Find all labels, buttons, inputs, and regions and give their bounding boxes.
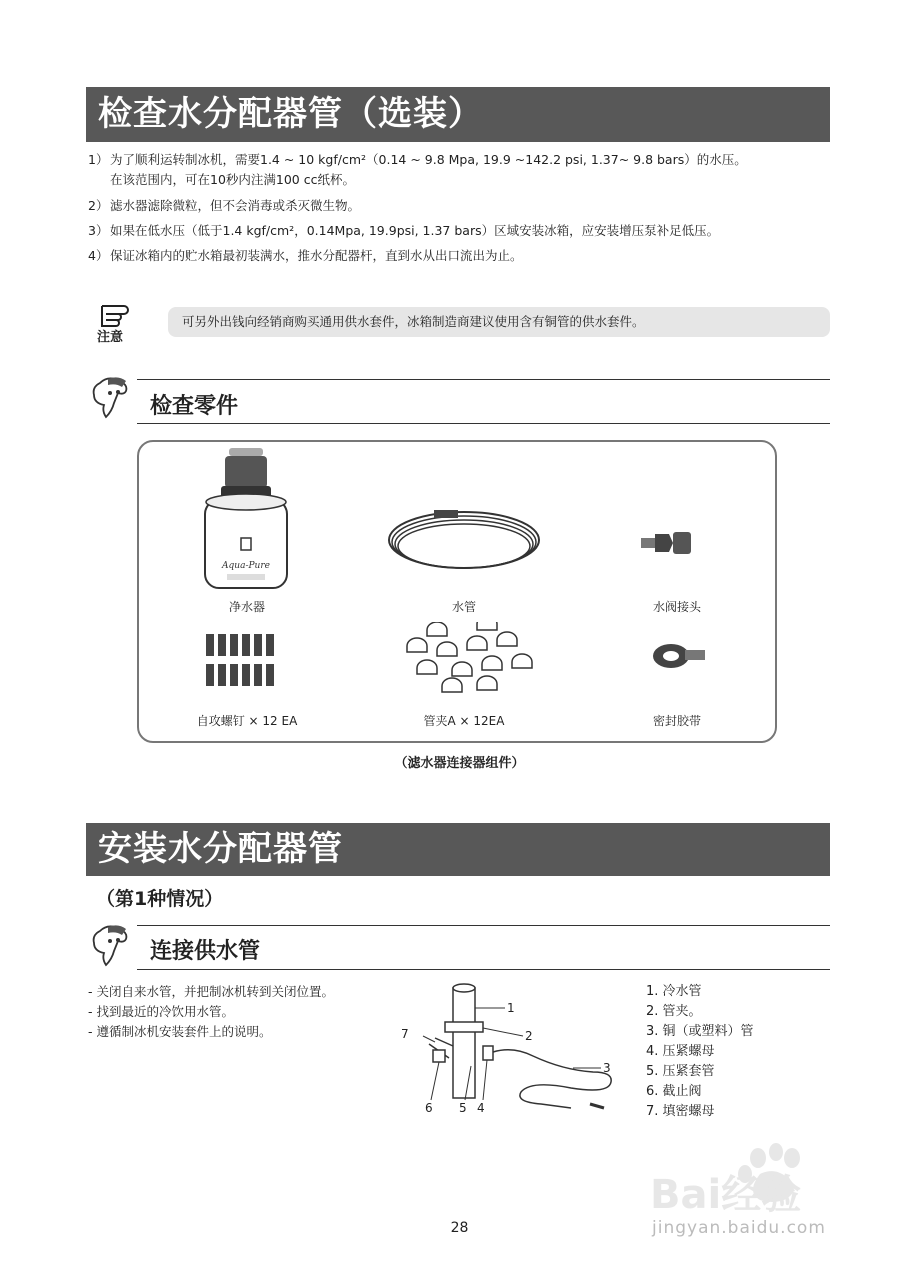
- valve-connector-image: [639, 528, 695, 558]
- legend-item: 6. 截止阀: [646, 1084, 702, 1099]
- step-item: - 找到最近的冷饮用水管。: [88, 1004, 234, 1019]
- case-title: （第1种情况）: [96, 888, 224, 910]
- part-label-clamps: 管夹A × 12EA: [423, 714, 505, 728]
- requirement-text: 滤水器滤除微粒，但不会消毒或杀灭微生物。: [110, 198, 361, 213]
- step-item: - 遵循制冰机安装套件上的说明。: [88, 1024, 272, 1039]
- requirement-1: [88, 150, 833, 190]
- requirement-number: 3）: [88, 223, 109, 238]
- note-box: [168, 307, 830, 337]
- requirement-number: 1）: [88, 152, 109, 167]
- mascot-icon: [86, 373, 138, 421]
- parts-caption: （滤水器连接器组件）: [394, 756, 525, 771]
- water-pipe-image: [384, 500, 544, 580]
- diagram-label-7: 7: [401, 1027, 409, 1041]
- section-title-install-dispenser: 安装水分配器管: [86, 823, 830, 876]
- parts-heading: 检查零件: [150, 394, 239, 419]
- seal-tape-image: [649, 638, 709, 674]
- divider: [137, 969, 830, 970]
- part-label-filter: 净水器: [228, 600, 265, 614]
- legend-item: 2. 管夹。: [646, 1004, 702, 1019]
- page-number: 28: [450, 1220, 469, 1236]
- requirement-number: 4）: [88, 248, 109, 263]
- watermark-url: jingyan.baidu.com: [652, 1218, 826, 1238]
- legend-item: 4. 压紧螺母: [646, 1044, 715, 1059]
- installation-diagram: [395, 980, 620, 1120]
- divider: [137, 379, 830, 380]
- note-text: 可另外出钱向经销商购买通用供水套件，冰箱制造商建议使用含有铜管的供水套件。: [182, 314, 645, 329]
- section-title-check-dispenser: 检查水分配器管（选装）: [86, 87, 830, 142]
- requirement-continuation: 在该范围内，可在10秒内注满100 cc纸杯。: [110, 172, 355, 187]
- diagram-label-4: 4: [477, 1101, 485, 1115]
- connect-heading: 连接供水管: [150, 939, 261, 964]
- part-label-valve: 水阀接头: [652, 600, 701, 614]
- screws-image: [204, 632, 294, 692]
- requirement-text: 保证冰箱内的贮水箱最初装满水，推水分配器杆，直到水从出口流出为止。: [110, 248, 523, 263]
- mascot-icon: [86, 921, 138, 969]
- legend-item: 1. 冷水管: [646, 984, 702, 999]
- note-label: 注意: [97, 330, 124, 345]
- water-filter-image: [201, 446, 291, 596]
- divider: [137, 423, 830, 424]
- diagram-legend: [646, 982, 754, 1122]
- part-label-seal-tape: 密封胶带: [652, 714, 701, 728]
- requirement-4: [88, 246, 833, 266]
- legend-item: 7. 填密螺母: [646, 1104, 715, 1119]
- requirement-text: 如果在低水压（低于1.4 kgf/cm²，0.14Mpa, 19.9psi, 1.37 bars）区域安装冰箱，应安装增压泵补足低压。: [110, 223, 720, 238]
- part-label-pipe: 水管: [451, 600, 476, 614]
- diagram-label-6: 6: [425, 1101, 433, 1115]
- steps-list: [88, 982, 334, 1042]
- clamps-image: [397, 622, 547, 702]
- requirement-2: [88, 196, 833, 216]
- legend-item: 3. 铜（或塑料）管: [646, 1024, 754, 1039]
- step-item: - 关闭自来水管，并把制冰机转到关闭位置。: [88, 984, 334, 999]
- filter-brand-text: Aqua-Pure: [222, 561, 270, 571]
- part-label-screws: 自攻螺钉 × 12 EA: [196, 714, 298, 728]
- diagram-label-1: 1: [507, 1001, 515, 1015]
- diagram-label-5: 5: [459, 1101, 467, 1115]
- requirement-3: [88, 221, 833, 241]
- diagram-label-3: 3: [603, 1061, 611, 1075]
- legend-item: 5. 压紧套管: [646, 1064, 715, 1079]
- divider: [137, 925, 830, 926]
- watermark-brand: Bai经验: [650, 1172, 802, 1218]
- parts-box: [137, 440, 777, 743]
- requirement-number: 2）: [88, 198, 109, 213]
- requirement-text: 为了顺利运转制冰机，需要1.4 ~ 10 kgf/cm²（0.14 ~ 9.8 Mpa, 19.9 ~142.2 psi, 1.37~ 9.8 bars）的水压。: [110, 152, 747, 167]
- diagram-label-2: 2: [525, 1029, 533, 1043]
